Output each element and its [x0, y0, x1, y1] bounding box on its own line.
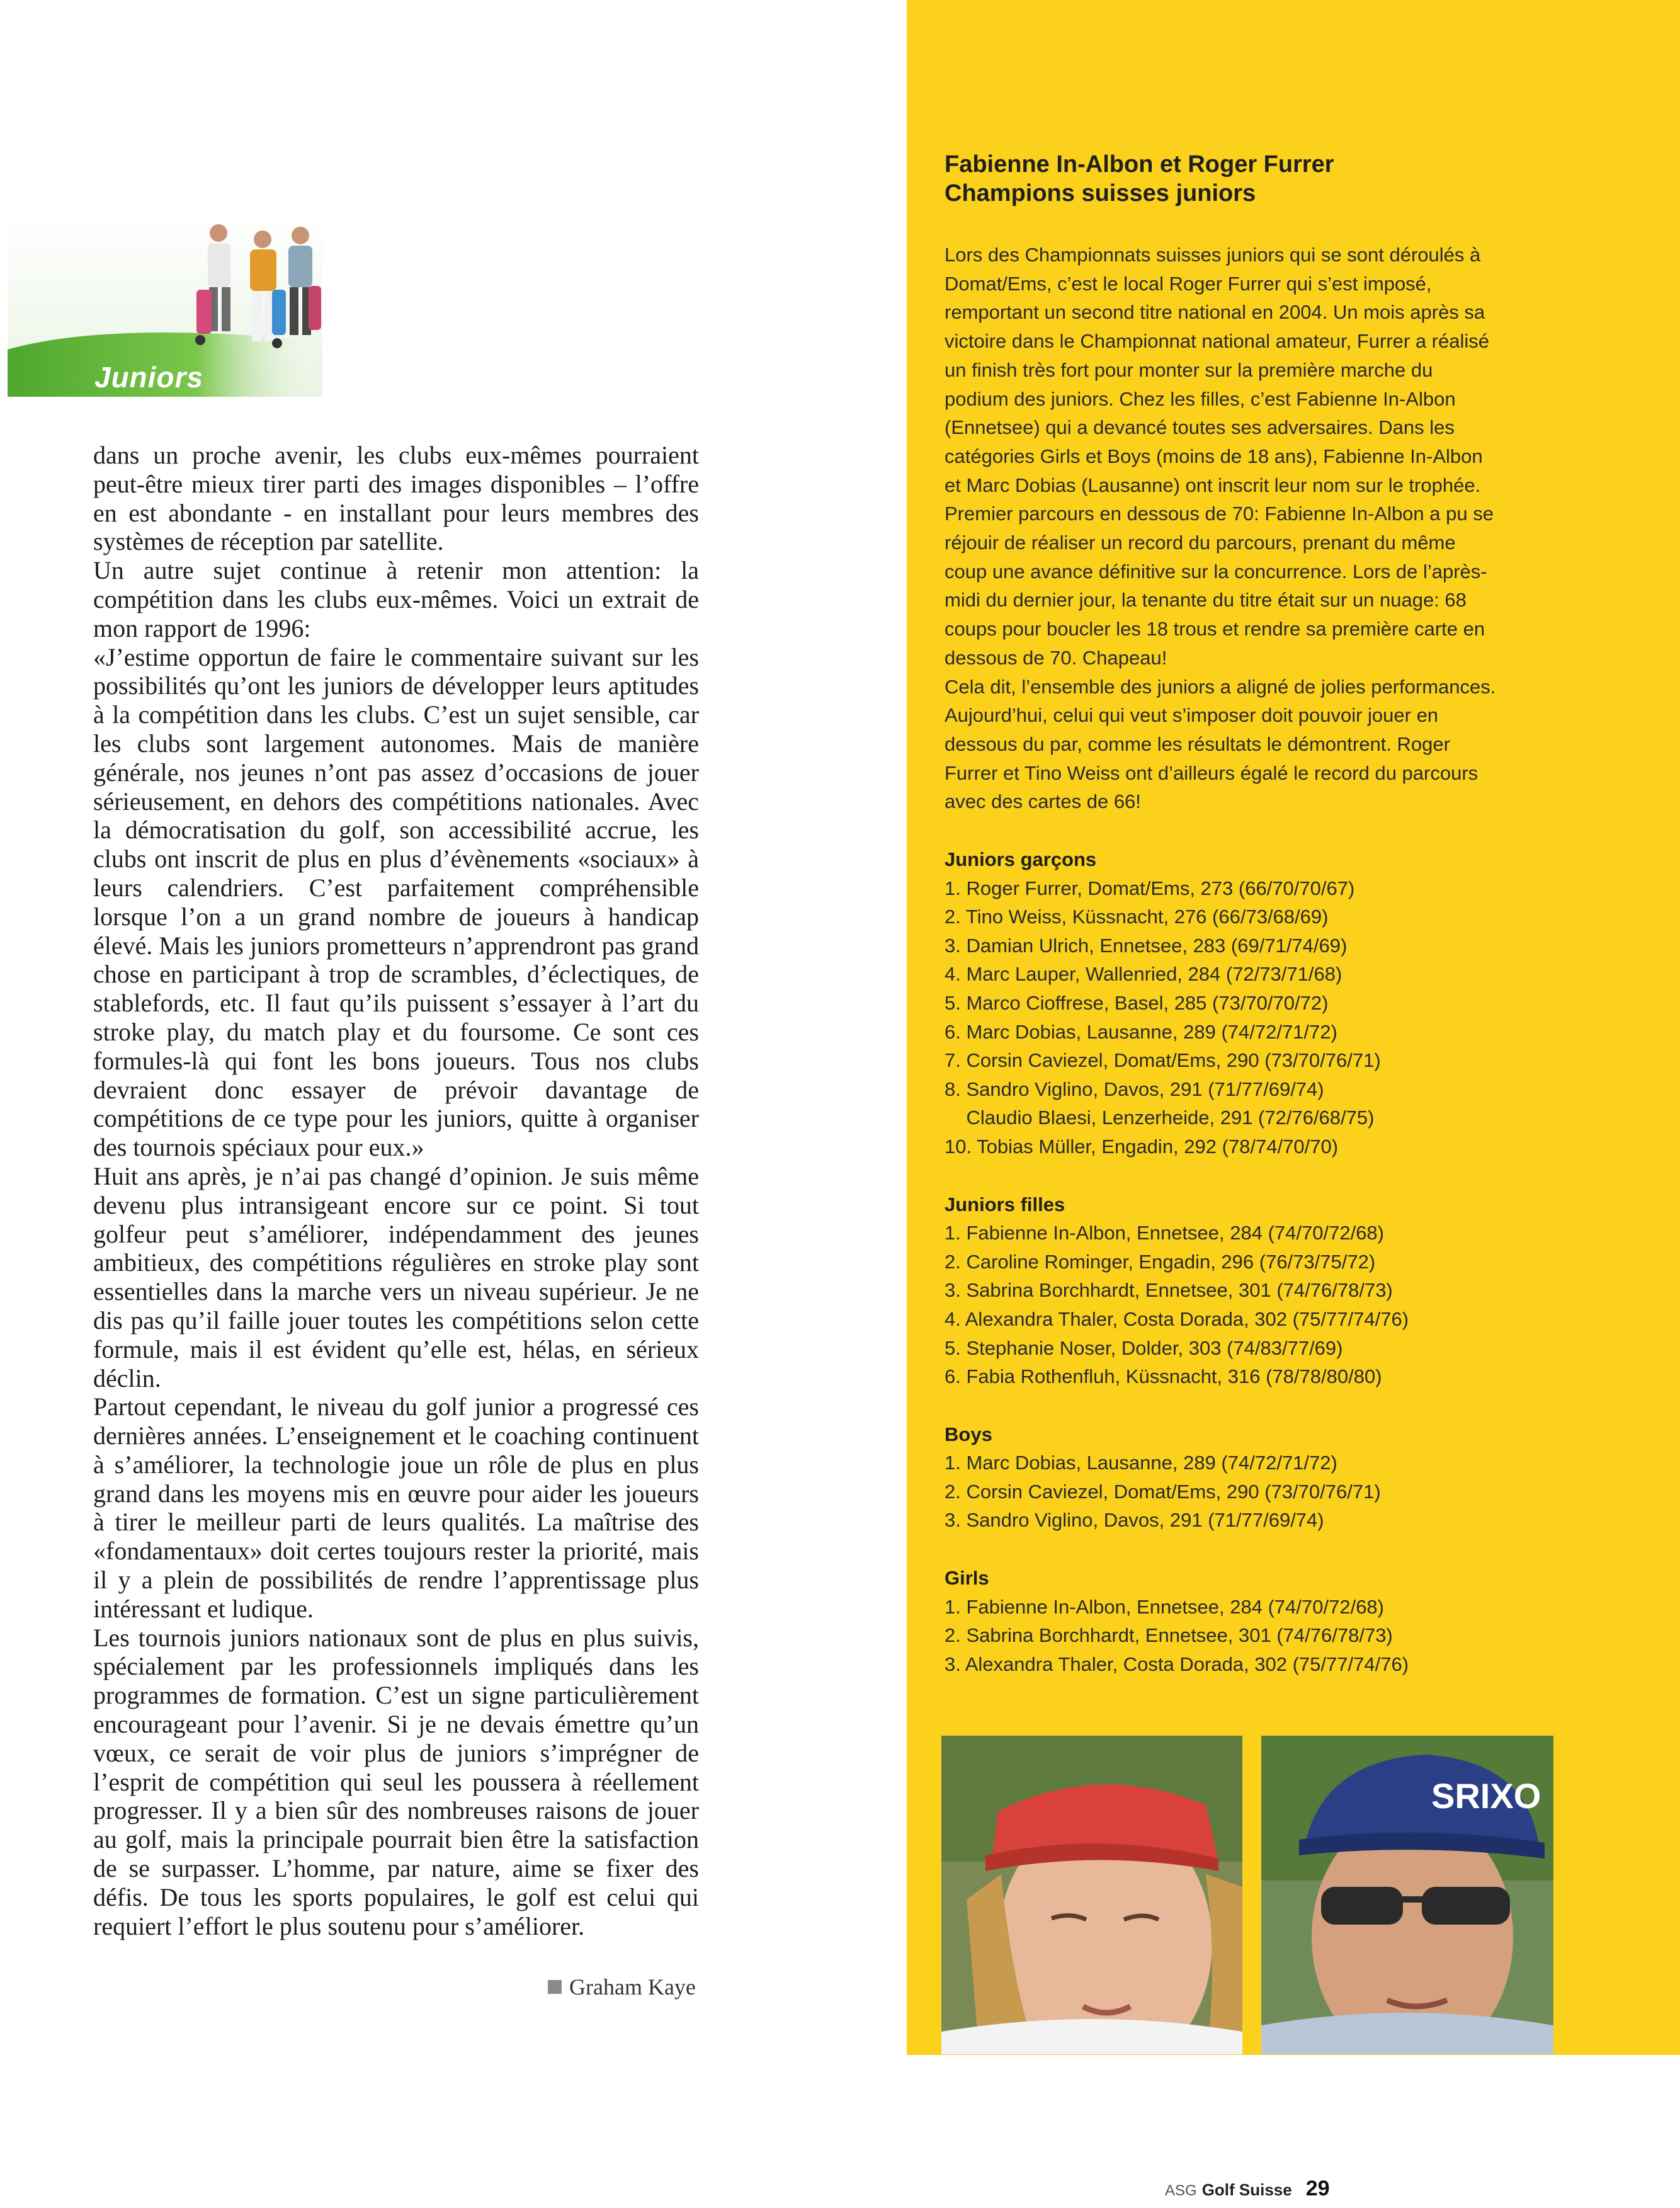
footer-prefix: ASG: [1165, 2182, 1197, 2199]
result-entry: 3. Sabrina Borchhardt, Ennetsee, 301 (74/76/78/73): [945, 1279, 1393, 1302]
sidebar-title-line: Champions suisses juniors: [945, 180, 1256, 207]
results-heading: Girls: [945, 1567, 989, 1590]
article-paragraph: Un autre sujet continue à retenir mon attention: la compétition dans les clubs eux-mêmes. Voici un extrait de mon rapport de 1996:: [93, 556, 699, 642]
square-bullet-icon: [548, 1980, 562, 1994]
results-lists: [945, 845, 1511, 1707]
result-entry: 4. Marc Lauper, Wallenried, 284 (72/73/71/68): [945, 963, 1342, 986]
results-group: [945, 1420, 1511, 1535]
result-entry: 5. Marco Cioffrese, Basel, 285 (73/70/70/72): [945, 991, 1329, 1014]
result-entry: 1. Fabienne In-Albon, Ennetsee, 284 (74/70/72/68): [945, 1595, 1384, 1618]
results-heading: Juniors garçons: [945, 848, 1097, 870]
cap-logo-text: SRIXO: [1431, 1776, 1541, 1816]
sidebar-title: [945, 150, 1637, 208]
section-label: Juniors: [94, 361, 204, 394]
result-entry: 1. Fabienne In-Albon, Ennetsee, 284 (74/70/72/68): [945, 1222, 1384, 1244]
article-paragraph: Les tournois juniors nationaux sont de plus en plus suivis, spécialement par les professionnels impliqués dans les programmes de formation. C’est un signe particulièrement encourageant pour l’avenir. Si je ne devais émettre qu’un vœux, ce serait de voir plus de juniors s’imprégner de l’esprit de compétition qui seul les poussera à réellement progresser. Il y a bien sûr des nombreuses raisons de jouer au golf, mais la principale pourrait bien être la satisfaction de se surpasser. L’homme, par nature, aime se fixer des défis. De tous les sports populaires, le golf est celui qui requiert l’effort le plus soutenu pour s’améliorer.: [93, 1623, 699, 1940]
result-entry: 1. Roger Furrer, Domat/Ems, 273 (66/70/70/67): [945, 877, 1355, 899]
author-name: Graham Kaye: [569, 1974, 696, 2000]
magazine-name: Golf Suisse: [1201, 2180, 1292, 2199]
sidebar-paragraph: Premier parcours en dessous de 70: Fabienne In-Albon a pu se réjouir de réaliser un record du parcours, prenant du même coup une avance définitive sur la concurrence. Lors de l’après-midi du dernier jour, la tenante du titre était sur un nuage: 68 coups pour boucler les 18 trous et rendre sa première carte en dessous de 70. Chapeau!: [945, 503, 1494, 669]
page-number: 29: [1305, 2177, 1330, 2200]
sidebar-paragraph: Cela dit, l’ensemble des juniors a aligné de jolies performances. Aujourd’hui, celui qui veut s’imposer doit pouvoir jouer en dessous du par, comme les résultats le démontrent. Roger Furrer et Tino Weiss ont d’ailleurs égalé le record du parcours avec des cartes de 66!: [945, 675, 1496, 813]
article-paragraph: Partout cependant, le niveau du golf junior a progressé ces dernières années. L’enseignement et le coaching continuent à s’améliorer, la technologie joue un rôle de plus en plus grand dans les moyens mis en œuvre pour aider les joueurs à tirer le meilleur parti de leurs qualités. La maîtrise des «fondamentaux» doit certes toujours rester la priorité, mais il y a plein de possibilités de rendre l’apprentissage plus intéressant et ludique.: [93, 1392, 699, 1623]
results-heading: Juniors filles: [945, 1193, 1065, 1215]
article-paragraph: Huit ans après, je n’ai pas changé d’opinion. Je suis même devenu plus intransigeant encore sur ce point. Si tout golfeur peut s’améliorer, indépendamment des jeunes ambitieux, des compétitions régulières en stroke play sont essentielles dans la marche vers un niveau supérieur. Je ne dis pas qu’il faille jouer toutes les compétitions selon cette formule, mais il est évident qu’elle est, hélas, en sérieux déclin.: [93, 1161, 699, 1392]
result-entry: 4. Alexandra Thaler, Costa Dorada, 302 (75/77/74/76): [945, 1307, 1409, 1330]
results-group: [945, 845, 1511, 1161]
sidebar-paragraph: Lors des Championnats suisses juniors qui se sont déroulés à Domat/Ems, c’est le local Roger Furrer qui s’est imposé, remportant un second titre national en 2004. Un mois après sa victoire dans le Championnat national amateur, Furrer a réalisé un finish très fort pour monter sur la première marche du podium des juniors. Chez les filles, c’est Fabienne In-Albon (Ennetsee) qui a devancé toutes ses adversaires. Dans les catégories Girls et Boys (moins de 18 ans), Fabienne In-Albon et Marc Dobias (Lausanne) ont inscrit leur nom sur le trophée.: [945, 244, 1490, 496]
result-entry: 7. Corsin Caviezel, Domat/Ems, 290 (73/70/76/71): [945, 1049, 1381, 1072]
result-entry: 3. Damian Ulrich, Ennetsee, 283 (69/71/74/69): [945, 934, 1348, 957]
results-group: [945, 1564, 1511, 1678]
left-article: [93, 441, 699, 1940]
photo-fabienne-in-albon: [941, 1736, 1242, 2054]
results-heading: Boys: [945, 1423, 992, 1445]
result-entry: 1. Marc Dobias, Lausanne, 289 (74/72/71/72): [945, 1452, 1337, 1474]
results-group: [945, 1190, 1511, 1391]
photo-roger-furrer: [1261, 1736, 1553, 2054]
result-entry: 6. Marc Dobias, Lausanne, 289 (74/72/71/72): [945, 1020, 1337, 1043]
sidebar-intro: [945, 241, 1502, 816]
result-entry: 2. Corsin Caviezel, Domat/Ems, 290 (73/70/76/71): [945, 1480, 1381, 1503]
result-entry: 6. Fabia Rothenfluh, Küssnacht, 316 (78/78/80/80): [945, 1365, 1382, 1388]
article-paragraph: «J’estime opportun de faire le commentaire suivant sur les possibilités qu’ont les juniors de développer leurs aptitudes à la compétition dans les clubs. C’est un sujet sensible, car les clubs sont largement autonomes. Mais de manière générale, nos jeunes n’ont pas assez d’occasions de jouer sérieusement, en dehors des compétitions nationales. Avec la démocratisation du golf, son accessibilité accrue, les clubs ont inscrit de plus en plus d’évènements «sociaux» à leurs calendriers. C’est parfaitement compréhensible lorsque l’on a un grand nombre de joueurs à handicap élevé. Mais les juniors prometteurs n’apprendront pas grand chose en participant à trop de scrambles, d’éclectiques, de stablefords, etc. Il faut qu’ils puissent s’essayer à l’art du stroke play, du match play et du foursome. Ce sont ces formules-là qui font les bons joueurs. Tous nos clubs devraient donc essayer de prévoir davantage de compétitions de ce type pour les juniors, quitte à organiser des tournois spéciaux pour eux.»: [93, 642, 699, 1162]
page-footer: [1165, 2177, 1330, 2201]
result-entry: 3. Sandro Viglino, Davos, 291 (71/77/69/74): [945, 1509, 1324, 1532]
result-entry: 10. Tobias Müller, Engadin, 292 (78/74/70/70): [945, 1135, 1339, 1158]
author-signature: [548, 1974, 696, 2000]
result-entry: 2. Sabrina Borchhardt, Ennetsee, 301 (74/76/78/73): [945, 1624, 1393, 1647]
result-entry: 3. Alexandra Thaler, Costa Dorada, 302 (75/77/74/76): [945, 1653, 1409, 1675]
article-paragraph: dans un proche avenir, les clubs eux-mêmes pourraient peut-être mieux tirer parti des images disponibles – l’offre en est abondante - en installant pour leurs membres des systèmes de réception par satellite.: [93, 441, 699, 556]
result-entry: 2. Tino Weiss, Küssnacht, 276 (66/73/68/69): [945, 906, 1329, 928]
result-entry: 8. Sandro Viglino, Davos, 291 (71/77/69/74): [945, 1078, 1324, 1100]
result-entry: 5. Stephanie Noser, Dolder, 303 (74/83/77/69): [945, 1336, 1343, 1359]
sidebar-title-line: Fabienne In-Albon et Roger Furrer: [945, 151, 1334, 178]
result-entry: Claudio Blaesi, Lenzerheide, 291 (72/76/68/75): [945, 1107, 1375, 1129]
result-entry: 2. Caroline Rominger, Engadin, 296 (76/73/75/72): [945, 1250, 1376, 1273]
